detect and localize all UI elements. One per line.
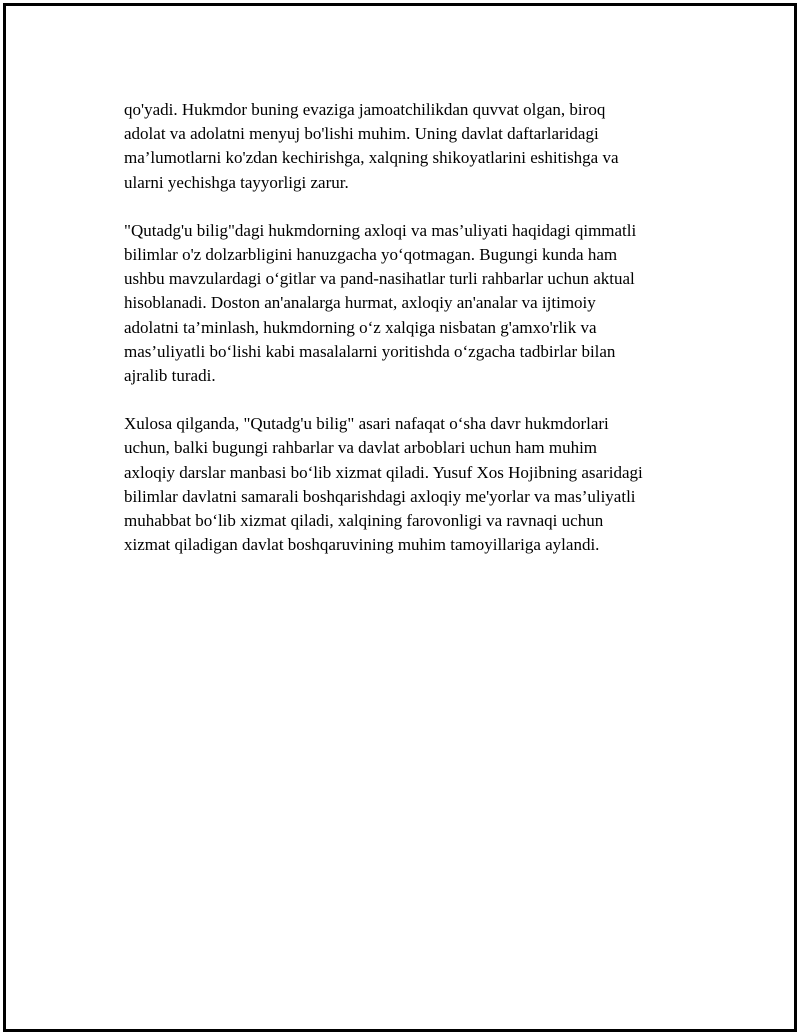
paragraph-1: qo'yadi. Hukmdor buning evaziga jamoatchilikdan quvvat olgan, biroq adolat va adolatni menyuj bo'lishi muhim. Uning davlat daftarlaridagi ma’lumotlarni ko'zdan kechirishga, xalqning shikoyatlarini eshitishga va ularni yechishga tayyorligi zarur. [124,100,619,192]
document-body [124,98,699,581]
page-frame [3,3,797,1032]
paragraph-3: Xulosa qilganda, "Qutadg'u bilig" asari nafaqat o‘sha davr hukmdorlari uchun, balki bugungi rahbarlar va davlat arboblari uchun ham muhim axloqiy darslar manbasi bo‘lib xizmat qiladi. Yusuf Xos Hojibning asaridagi bilimlar davlatni samarali boshqarishdagi axloqiy me'yorlar va mas’uliyatli muhabbat bo‘lib xizmat qiladi, xalqining farovonligi va ravnaqi uchun xizmat qiladigan davlat boshqaruvining muhim tamoyillariga aylandi. [124,414,643,555]
paragraph-2: "Qutadg'u bilig"dagi hukmdorning axloqi va mas’uliyati haqidagi qimmatli bilimlar o'z dolzarbligini hanuzgacha yo‘qotmagan. Bugungi kunda ham ushbu mavzulardagi o‘gitlar va pand-nasihatlar turli rahbarlar uchun aktual hisoblanadi. Doston an'analarga hurmat, axloqiy an'analar va ijtimoiy adolatni ta’minlash, hukmdorning o‘z xalqiga nisbatan g'amxo'rlik va mas’uliyatli bo‘lishi kabi masalalarni yoritishda o‘zgacha tadbirlar bilan ajralib turadi. [124,220,637,386]
